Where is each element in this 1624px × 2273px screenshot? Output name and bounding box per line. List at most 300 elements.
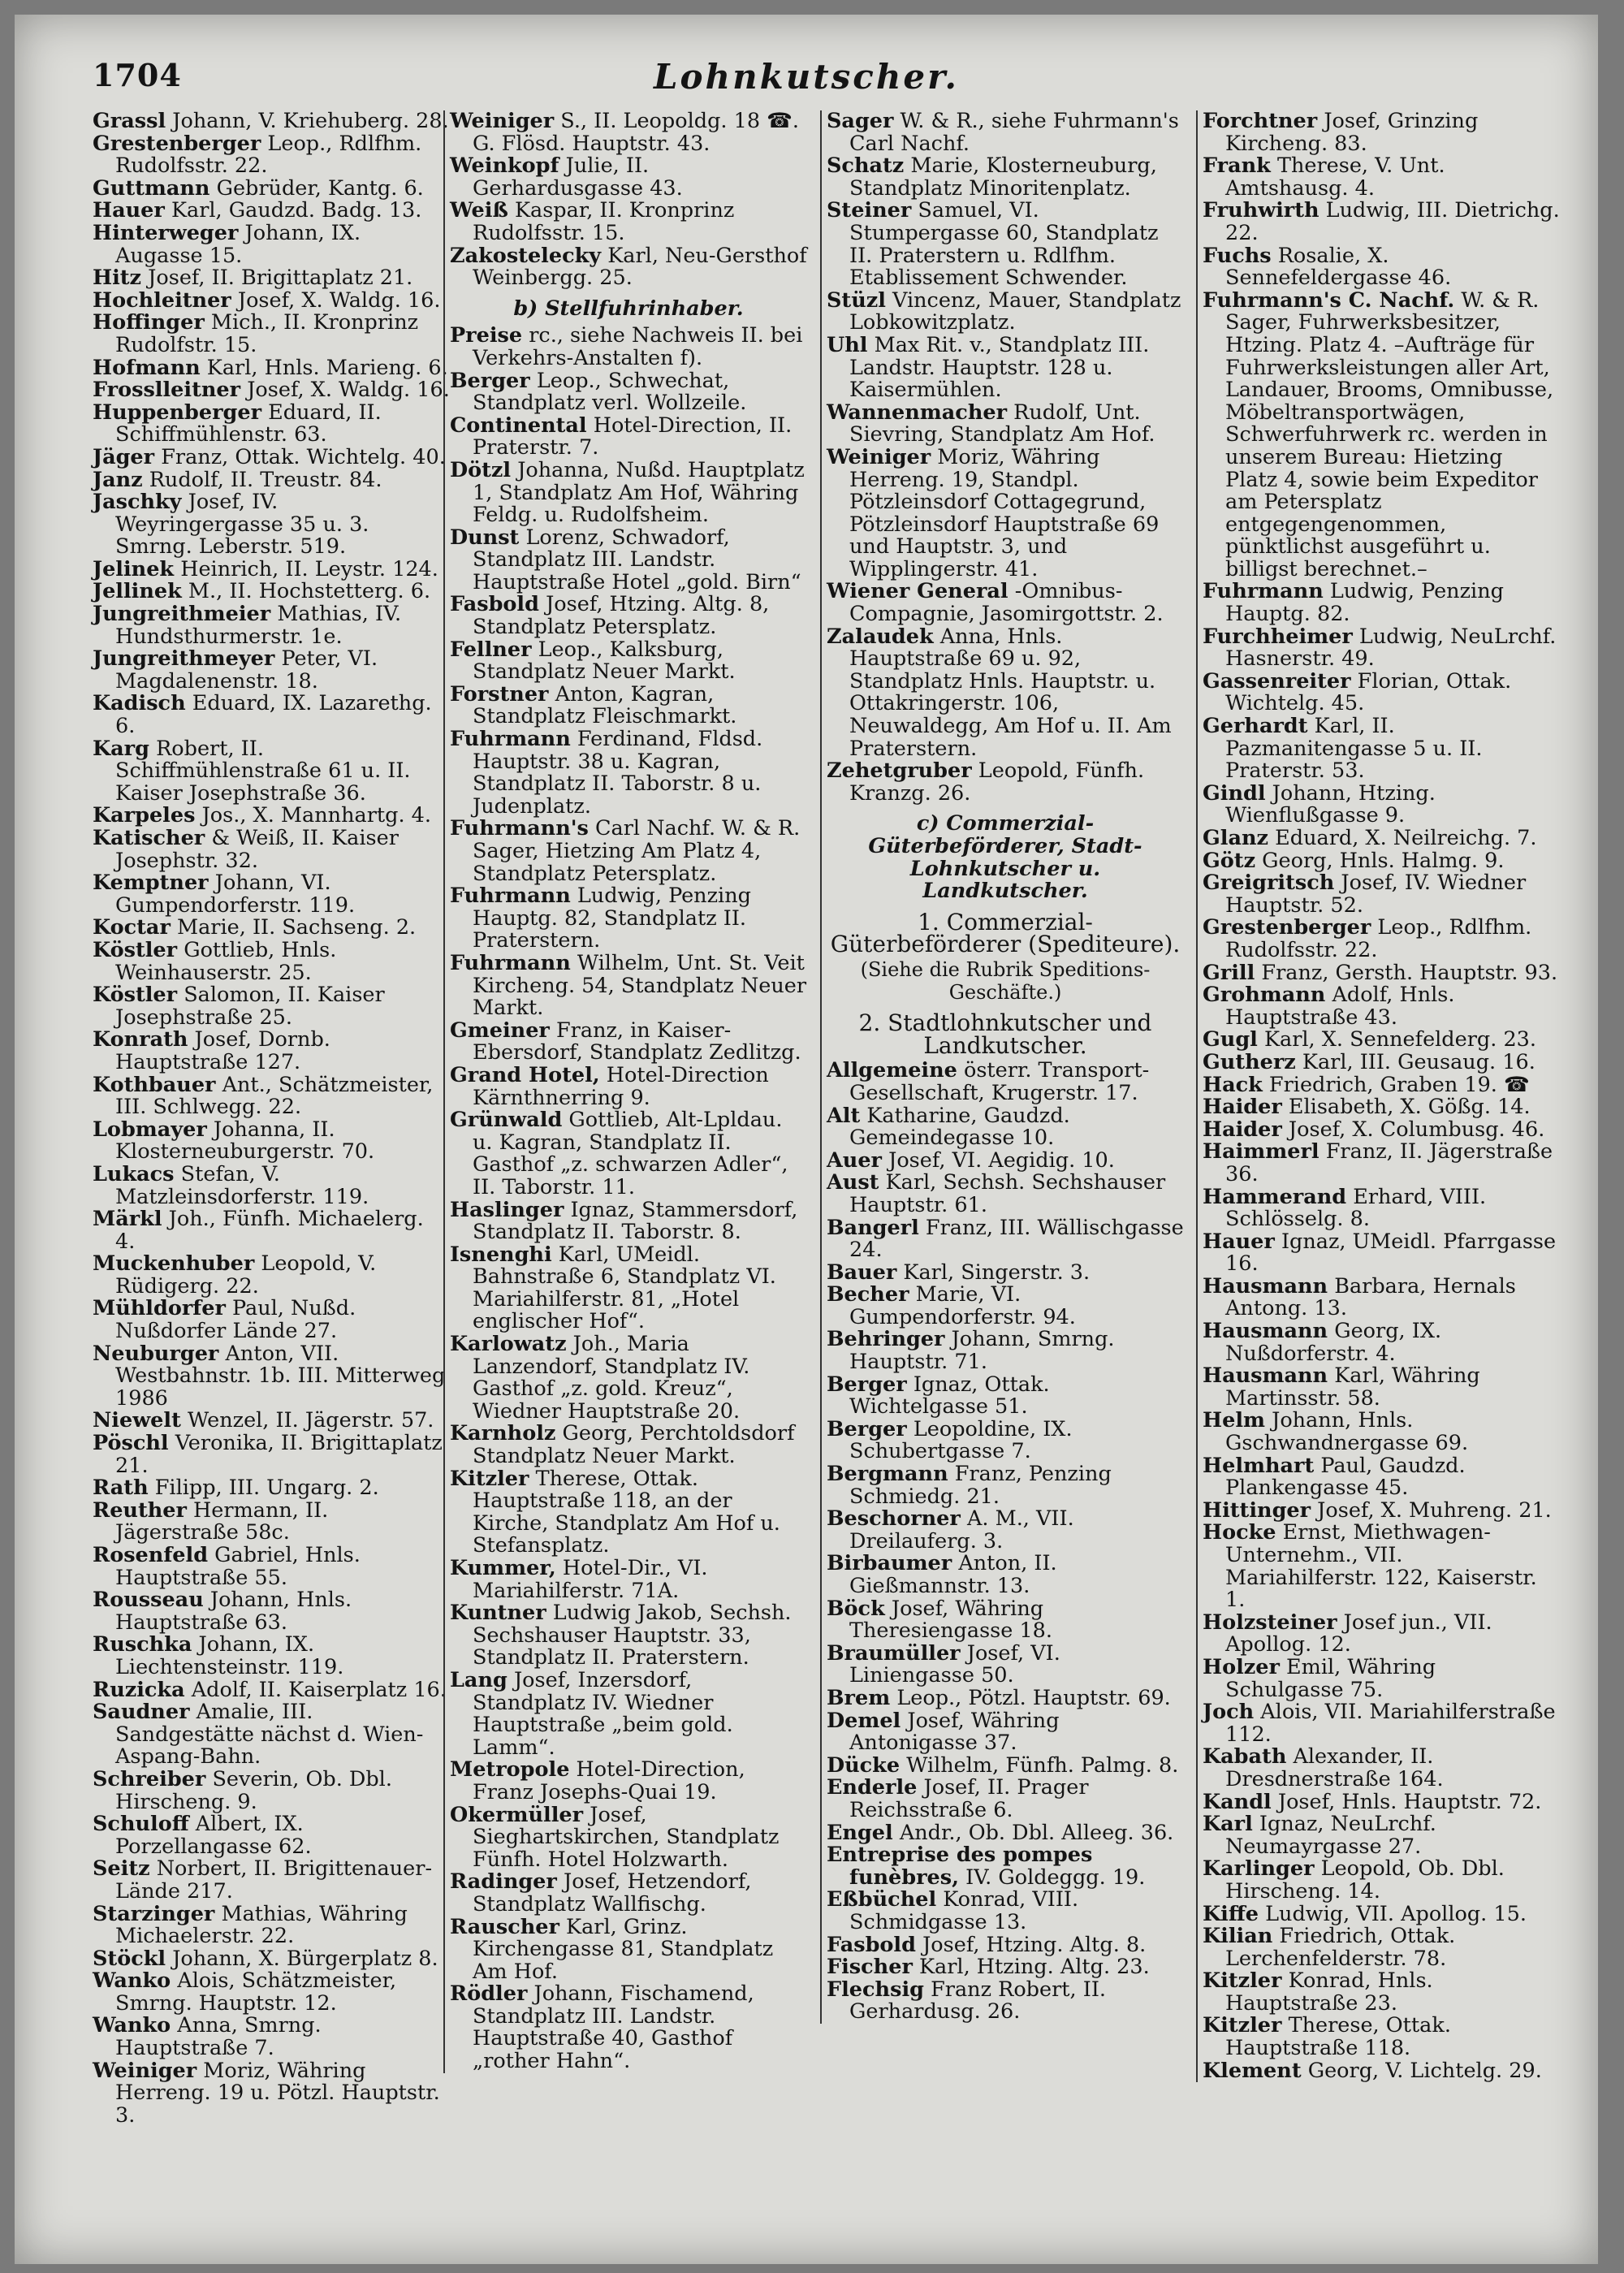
entry-details: Josef, Sieghartskirchen, Standplatz Fünfh. Hotel Holzwarth. [473,1802,780,1872]
entry-details: Johann, IX. Augasse 15. [115,220,361,268]
directory-entry [93,379,450,402]
entry-name: Fasbold [450,592,539,617]
entry-details: Alexander, II. Dresdnerstraße 164. [1225,1744,1444,1791]
entry-details: Katharine, Gaudzd. Gemeindegasse 10. [849,1103,1070,1151]
entry-name: Weinkopf [450,153,559,179]
directory-entry [93,287,450,313]
entry-details: Ludwig, VII. Apollog. 15. [1265,1901,1527,1926]
entry-name: Muckenhuber [93,1251,255,1277]
entry-name: Haslinger [450,1197,564,1222]
entry-name: Pöschl [93,1431,169,1456]
entry-name: Continental [450,413,587,438]
entry-details: Adolf, Hnls. Hauptstraße 43. [1225,983,1455,1030]
entry-details: Severin, Ob. Dbl. Hirscheng. 9. [115,1766,392,1814]
entry-name: Jäger [93,444,155,469]
directory-entry [93,937,450,985]
entry-name: Mühldorfer [93,1296,226,1321]
directory-entry [1203,1612,1560,1657]
entry-name: Jungreithmeier [93,602,271,627]
directory-entry [1203,1141,1560,1186]
directory-entry [450,639,807,684]
entry-details: Kaspar, II. Kronprinz Rudolfsstr. 15. [473,198,735,245]
entry-name: Forstner [450,681,549,707]
directory-entry [450,1871,807,1916]
directory-entry [93,828,450,872]
entry-details: Mich., II. Kronprinz Rudolfstr. 15. [115,310,419,357]
entry-name: Rath [93,1476,149,1501]
entry-details: Joh., Maria Lanzendorf, Standplatz IV. Gasthof „z. gold. Kreuz“, Wiedner Hauptstraße 20. [473,1332,750,1424]
entry-name: Lukacs [93,1161,175,1186]
directory-entry [827,1640,1184,1688]
entry-name: Fuhrmann [450,950,571,975]
entry-details: Leop., Schwechat, Standplatz verl. Wollzeile. [473,368,747,416]
directory-entry [93,444,450,469]
directory-entry [827,626,1184,761]
entry-details: Albert, IX. Porzellangasse 62. [115,1812,312,1859]
directory-entry [450,681,807,729]
directory-entry [1203,668,1560,716]
entry-name: Kilian [1203,1924,1273,1949]
entry-name: Frank [1203,153,1271,179]
entry-name: Dötzl [450,457,512,482]
directory-entry [450,818,807,885]
entry-details: Konrad, VIII. Schmidgasse 13. [849,1887,1079,1934]
entry-details: Josef, X. Columbusg. 46. [1288,1117,1545,1142]
directory-entry [1203,1970,1560,2015]
directory-entry [1203,1049,1560,1074]
entry-name: Hochleitner [93,287,231,313]
entry-name: Starzinger [93,1901,215,1926]
directory-entry [1203,1273,1560,1321]
entry-details: Erhard, VIII. Schlösselg. 8. [1225,1184,1487,1232]
directory-entry [450,1558,807,1602]
entry-name: Reuther [93,1497,187,1523]
entry-details: Josef, X. Waldg. 16. [247,378,450,403]
entry-name: Dücke [827,1752,901,1778]
directory-entry [93,738,450,806]
directory-entry [1203,917,1560,961]
entry-details: Johann, Fischamend, Standplatz III. Landstr. Hauptstraße 40, Gasthof „rother Hahn“. [473,1981,754,2074]
entry-name: Hoffinger [93,310,205,335]
entry-name: Koctar [93,915,171,940]
directory-entry [1203,1522,1560,1611]
entry-details: Josef, Hnls. Hauptstr. 72. [1277,1789,1542,1814]
entry-details: Leopoldine, IX. Schubertgasse 7. [849,1416,1073,1464]
directory-entry [1203,984,1560,1029]
directory-entry [93,491,450,559]
entry-details: Filipp, III. Ungarg. 2. [154,1476,379,1501]
directory-entry [1203,2060,1560,2083]
rubric-note: (Siehe die Rubrik Speditions-Geschäfte.) [860,957,1151,1004]
entry-details: Franz Robert, II. Gerhardusg. 26. [849,1977,1106,2025]
entry-name: Jelinek [93,556,175,581]
entry-details: Anton, II. Gießmannstr. 13. [849,1551,1057,1598]
directory-entry [450,1244,807,1333]
directory-entry [1203,1858,1560,1903]
section-heading-commerzial: c) Commerzial-Güterbeförderer, Stadt-Lohnkutscher u. Landkutscher. [868,811,1142,904]
entry-details: Wilhelm, Unt. St. Veit Kircheng. 54, Standplatz Neuer Markt. [473,950,807,1021]
entry-details: Anton, VII. Westbahnstr. 1b. III. Mitterweg 1986 [115,1341,446,1411]
directory-entry [93,805,450,828]
entry-details: Marie, Klosterneuburg, Standplatz Minoritenplatz. [849,153,1157,201]
directory-entry [450,594,807,638]
entry-name: Fuhrmann [1203,579,1324,604]
entry-name: Berger [450,368,530,393]
entry-details: Georg, Hnls. Halmg. 9. [1262,848,1505,873]
directory-entry [450,110,807,155]
entry-name: Hauer [93,198,165,223]
entry-details: A. M., VII. Dreilauferg. 3. [849,1506,1074,1554]
directory-entry [93,200,450,223]
directory-entry [450,1804,807,1872]
entry-details: Josef, Dornb. Hauptstraße 127. [115,1027,330,1074]
directory-entry [93,1948,450,1971]
entry-name: Grünwald [450,1108,563,1133]
entry-details: Johanna, II. Klosterneuburgerstr. 70. [115,1117,375,1165]
entry-details: Josef, II. Brigittaplatz 21. [148,266,413,291]
directory-entry [1203,1746,1560,1791]
entry-details: Alois, Schätzmeister, Smrng. Hauptstr. 12. [115,1968,397,2016]
entry-details: Johann, VI. Gumpendorferstr. 119. [115,871,356,918]
directory-entry [450,457,807,528]
entry-details: Josef, X. Waldg. 16. [237,287,441,313]
directory-entry [1203,962,1560,985]
entry-details: Ludwig, NeuLrchf. Hasnerstr. 49. [1225,624,1557,672]
entry-details: Leopold, Ob. Dbl. Hirscheng. 14. [1225,1856,1505,1904]
entry-details: Hotel-Direction, II. Praterstr. 7. [473,413,793,460]
entry-details: Hotel-Direction Kärnthnerring 9. [473,1062,769,1110]
entry-name: Karg [93,736,149,761]
directory-entry [1203,715,1560,783]
directory-entry [450,1199,807,1244]
entry-name: Bauer [827,1260,897,1285]
column-3-top-list [827,110,1184,805]
entry-name: Weiniger [450,109,555,133]
directory-entry [450,1062,807,1110]
entry-name: Behringer [827,1327,945,1352]
directory-entry [450,325,807,369]
directory-entry [93,1634,450,1679]
entry-name: Grill [1203,960,1255,985]
entry-name: Gugl [1203,1027,1258,1052]
directory-entry [93,1813,450,1858]
entry-name: Böck [827,1596,885,1621]
entry-name: Götz [1203,848,1256,873]
entry-details: & Weiß, II. Kaiser Josephstr. 32. [115,826,399,873]
entry-details: Josef, IV. Wiedner Hauptstr. 52. [1225,871,1527,918]
entry-name: Kuntner [450,1601,546,1626]
column-1 [93,110,450,2127]
entry-name: Hittinger [1203,1497,1311,1523]
directory-entry [1203,1029,1560,1052]
entry-name: Fuhrmann's [450,816,589,841]
entry-name: Holzer [1203,1654,1280,1679]
entry-details: Rudolf, II. Treustr. 84. [149,467,382,492]
directory-entry [1203,1410,1560,1454]
directory-entry [93,581,450,603]
entry-details: Marie, II. Sachseng. 2. [176,915,417,940]
entry-name: Kabath [1203,1744,1287,1770]
directory-entry [93,1029,450,1074]
directory-entry [93,1589,450,1634]
entry-details: Samuel, VI. Stumpergasse 60, Standplatz II. Praterstern u. Rdlfhm. Etablissement Schwender. [849,198,1159,291]
entry-details: Karl, Sechsh. Sechshauser Hauptstr. 61. [849,1170,1166,1217]
directory-entry [1203,287,1560,581]
entry-name: Weiß [450,198,508,223]
column-2-top-list [450,110,807,290]
entry-name: Kandl [1203,1789,1272,1814]
directory-entry [93,1679,450,1702]
directory-entry [93,1410,450,1433]
directory-entry [93,693,450,737]
directory-entry [1203,1320,1560,1365]
entry-details: Ferdinand, Fldsd. Hauptstr. 38 u. Kagran, Standplatz II. Taborstr. 8 u. Judenplatz. [473,727,763,819]
directory-entry [1203,1365,1560,1410]
entry-details: österr. Transport-Gesellschaft, Krugerstr. 17. [849,1058,1150,1105]
entry-details: Karl, Gaudzd. Badg. 13. [171,198,422,223]
directory-entry [827,402,1184,447]
entry-name: Rauscher [450,1914,559,1939]
directory-entry [1203,1186,1560,1231]
entry-name: Grand Hotel, [450,1062,600,1087]
entry-details: Josef, Währing Antonigasse 37. [849,1708,1060,1756]
entry-details: Georg, Perchtoldsdorf Standplatz Neuer Markt. [473,1421,795,1469]
entry-details: Franz, Gersth. Hauptstr. 93. [1261,960,1558,985]
entry-details: Ignaz, Ottak. Wichtelgasse 51. [849,1372,1050,1420]
entry-name: Saudner [93,1700,190,1725]
directory-entry [450,1759,807,1804]
entry-name: Auer [827,1147,882,1173]
entry-details: M., II. Hochstetterg. 6. [188,579,431,604]
entry-name: Haider [1203,1117,1282,1142]
entry-details: Eduard, IX. Lazarethg. 6. [115,691,432,739]
entry-details: Paul, Nußd. Nußdorfer Lände 27. [115,1296,356,1344]
directory-entry [827,1979,1184,2024]
entry-name: Niewelt [93,1408,181,1433]
entry-name: Flechsig [827,1977,924,2002]
entry-name: Dunst [450,525,520,550]
directory-entry [827,1822,1184,1845]
entry-name: Forchtner [1203,109,1318,133]
directory-entry [93,984,450,1029]
entry-name: Huppenberger [93,400,262,425]
directory-entry [93,402,450,447]
directory-entry [827,1060,1184,1104]
directory-page [15,15,1598,2264]
entry-name: Karpeles [93,803,196,828]
entry-name: Birbaumer [827,1551,952,1576]
section-heading-stellfuhrinhaber: b) Stellfuhrinhaber. [513,296,744,321]
directory-entry [827,1147,1184,1173]
entry-name: Rosenfeld [93,1543,209,1567]
directory-entry [827,1598,1184,1643]
entry-details: Leop., Pötzl. Hauptstr. 69. [896,1685,1171,1710]
entry-name: Greigritsch [1203,871,1335,896]
entry-details: Stefan, V. Matzleinsdorferstr. 119. [115,1161,369,1209]
directory-entry [93,1433,450,1477]
entry-name: Hocke [1203,1520,1276,1545]
directory-entry [93,1298,450,1342]
entry-details: Josef jun., VII. Apollog. 12. [1225,1610,1492,1657]
entry-name: Hack [1203,1072,1263,1097]
directory-entry [1203,1497,1560,1523]
entry-details: Mathias, Währing Michaelerstr. 22. [115,1901,408,1949]
entry-details: Ludwig, Penzing Hauptg. 82, Standplatz II. Praterstern. [473,884,751,953]
entry-details: Josef, VI. Aegidig. 10. [888,1147,1115,1173]
entry-details: Moriz, Währing Herreng. 19 u. Pötzl. Hauptstr. 3. [115,2058,440,2128]
entry-name: Gindl [1203,780,1266,806]
directory-entry [827,1710,1184,1755]
entry-details: Joh., Fünfh. Michaelerg. 4. [115,1207,424,1254]
entry-details: Gabriel, Hnls. Hauptstraße 55. [115,1543,361,1590]
entry-name: Preise [450,323,523,348]
entry-name: Metropole [450,1757,570,1783]
directory-entry [93,1253,450,1298]
entry-name: Kitzler [450,1466,529,1491]
directory-entry [827,200,1184,289]
entry-details: Karl, Hnls. Marieng. 6. [206,355,448,380]
directory-entry [1203,626,1560,671]
entry-name: Katischer [93,826,205,850]
directory-entry [1203,1813,1560,1858]
entry-details: Johann, IX. Liechtensteinstr. 119. [115,1632,344,1679]
entry-name: Schreiber [93,1766,206,1791]
entry-details: Franz, II. Jägerstraße 36. [1225,1139,1553,1186]
entry-details: Moriz, Währing Herreng. 19, Standpl. Pötzleinsdorf Cottagegrund, Pötzleinsdorf Hauptstraße 69 und Hauptstr. 3, und Wipplingerstr. 41. [849,444,1160,581]
entry-name: Furchheimer [1203,624,1353,649]
entry-details: Anna, Smrng. Hauptstraße 7. [115,2013,322,2061]
entry-details: Mathias, IV. Hundsthurmerstr. 1e. [115,602,402,649]
entry-details: Alois, VII. Mariahilferstraße 112. [1225,1700,1556,1747]
entry-name: Hammerand [1203,1184,1347,1209]
entry-name: Janz [93,467,143,492]
entry-name: Kemptner [93,871,209,896]
entry-details: Eduard, II. Schiffmühlenstr. 63. [115,400,382,447]
column-3 [820,110,1184,2024]
directory-entry [1203,1791,1560,1814]
entry-details: Karl, Währing Martinsstr. 58. [1225,1363,1480,1411]
directory-entry [93,917,450,940]
entry-name: Radinger [450,1869,557,1895]
entry-details: Leopold, Fünfh. Kranzg. 26. [849,758,1145,806]
entry-details: Wilhelm, Fünfh. Palmg. 8. [906,1752,1179,1778]
directory-entry [827,1217,1184,1262]
entry-details: Josef, II. Prager Reichsstraße 6. [849,1775,1089,1822]
entry-name: Karl [1203,1812,1253,1837]
entry-name: Joch [1203,1700,1255,1725]
entry-details: Gottlieb, Alt-Lpldau. u. Kagran, Standplatz II. Gasthof „z. schwarzen Adler“, II. Taborstr. 11. [473,1108,788,1199]
entry-name: Hausmann [1203,1273,1328,1299]
entry-name: Kadisch [93,691,186,716]
entry-details: -Omnibus-Compagnie, Jasomirgottstr. 2. [849,579,1164,627]
entry-name: Hitz [93,266,142,291]
directory-entry [827,332,1184,403]
entry-name: Hauer [1203,1229,1275,1254]
entry-details: rc., siehe Nachweis II. bei Verkehrs-Anstalten f). [473,323,803,370]
directory-entry [93,556,450,581]
column-4 [1196,110,1560,2082]
directory-entry [93,1970,450,2015]
entry-name: Engel [827,1820,893,1845]
entry-details: Emil, Währing Schulgasse 75. [1225,1654,1436,1702]
directory-entry [1203,780,1560,828]
entry-name: Stüzl [827,287,886,313]
entry-details: Ignaz, NeuLrchf. Neumayrgasse 27. [1225,1812,1436,1859]
entry-details: Johann, Smrng. Hauptstr. 71. [849,1327,1115,1375]
directory-entry [1203,155,1560,200]
directory-entry [1203,1074,1560,1097]
entry-details: Josef, IV. Weyringergasse 35 u. 3. Smrng. Leberstr. 519. [115,490,369,560]
entry-name: Helm [1203,1408,1265,1433]
entry-details: Robert, II. Schiffmühlenstraße 61 u. II. Kaiser Josephstraße 36. [115,736,411,806]
entry-name: Neuburger [93,1341,219,1366]
entry-name: Hausmann [1203,1363,1328,1389]
directory-entry [93,1901,450,1949]
directory-entry [450,527,807,594]
directory-entry [827,1284,1184,1329]
entry-name: Hausmann [1203,1319,1328,1344]
directory-entry [93,2015,450,2059]
directory-entry [450,1667,807,1760]
entry-name: Braumüller [827,1640,961,1666]
directory-entry [93,220,450,268]
entry-details: Ignaz, UMeidl. Pfarrgasse 16. [1225,1229,1557,1277]
directory-entry [450,370,807,415]
entry-name: Lang [450,1667,508,1692]
entry-name: Weiniger [93,2058,197,2083]
entry-name: Ruschka [93,1632,192,1657]
entry-name: Grestenberger [1203,915,1371,940]
directory-entry [93,1545,450,1589]
entry-details: Veronika, II. Brigittaplatz 21. [115,1431,443,1478]
entry-details: Anton, Kagran, Standplatz Fleischmarkt. [473,681,737,729]
directory-entry [827,1687,1184,1710]
directory-entry [93,357,450,380]
entry-details: Norbert, II. Brigittenauer-Lände 217. [115,1856,433,1904]
directory-entry [827,1508,1184,1553]
directory-entry [1203,1901,1560,1926]
entry-details: Hermann, II. Jägerstraße 58c. [115,1497,329,1545]
directory-entry [93,1701,450,1769]
entry-details: Josef, Grinzing Kircheng. 83. [1225,109,1479,156]
entry-name: Fischer [827,1955,913,1980]
entry-name: Sager [827,109,894,133]
entry-details: Georg, IX. Nußdorferstr. 4. [1225,1319,1442,1366]
entry-details: Therese, Ottak. Hauptstraße 118. [1225,2013,1451,2061]
entry-details: Ernst, Miethwagen-Unternehm., VII. Mariahilferstr. 122, Kaiserstr. 1. [1225,1520,1537,1613]
directory-entry [827,1956,1184,1979]
directory-entry [1203,2015,1560,2059]
directory-entry [450,155,807,200]
entry-details: W. & R. Sager, Fuhrwerksbesitzer, Htzing. Platz 4. –Aufträge für Fuhrwerksleistungen aller Art, Landauer, Brooms, Omnibusse, Möbeltransportwägen, Schwerfuhrwerk rc. werden in unserem Bureau: Hietzing Platz 4, sowie beim Expeditor am Petersplatz entgegengenommen, pünktlichst ausgeführt u. billigst berechnet.– [1225,287,1554,581]
directory-entry [93,1858,450,1903]
directory-entry [827,1172,1184,1216]
directory-entry [827,1105,1184,1150]
entry-name: Jungreithmeyer [93,646,275,672]
entry-details: Franz, III. Wällischgasse 24. [849,1215,1184,1263]
directory-entry [827,1553,1184,1597]
entry-details: W. & R., siehe Fuhrmann's Carl Nachf. [849,109,1179,156]
entry-details: Hotel-Dir., VI. Mariahilferstr. 71A. [473,1556,708,1603]
entry-name: Grassl [93,109,166,133]
entry-name: Holzsteiner [1203,1610,1337,1635]
entry-name: Hinterweger [93,220,239,245]
directory-entry [93,267,450,290]
directory-entry [93,2060,450,2128]
directory-entry [1203,110,1560,155]
entry-details: Peter, VI. Magdalenenstr. 18. [115,646,378,694]
entry-name: Allgemeine [827,1058,957,1083]
